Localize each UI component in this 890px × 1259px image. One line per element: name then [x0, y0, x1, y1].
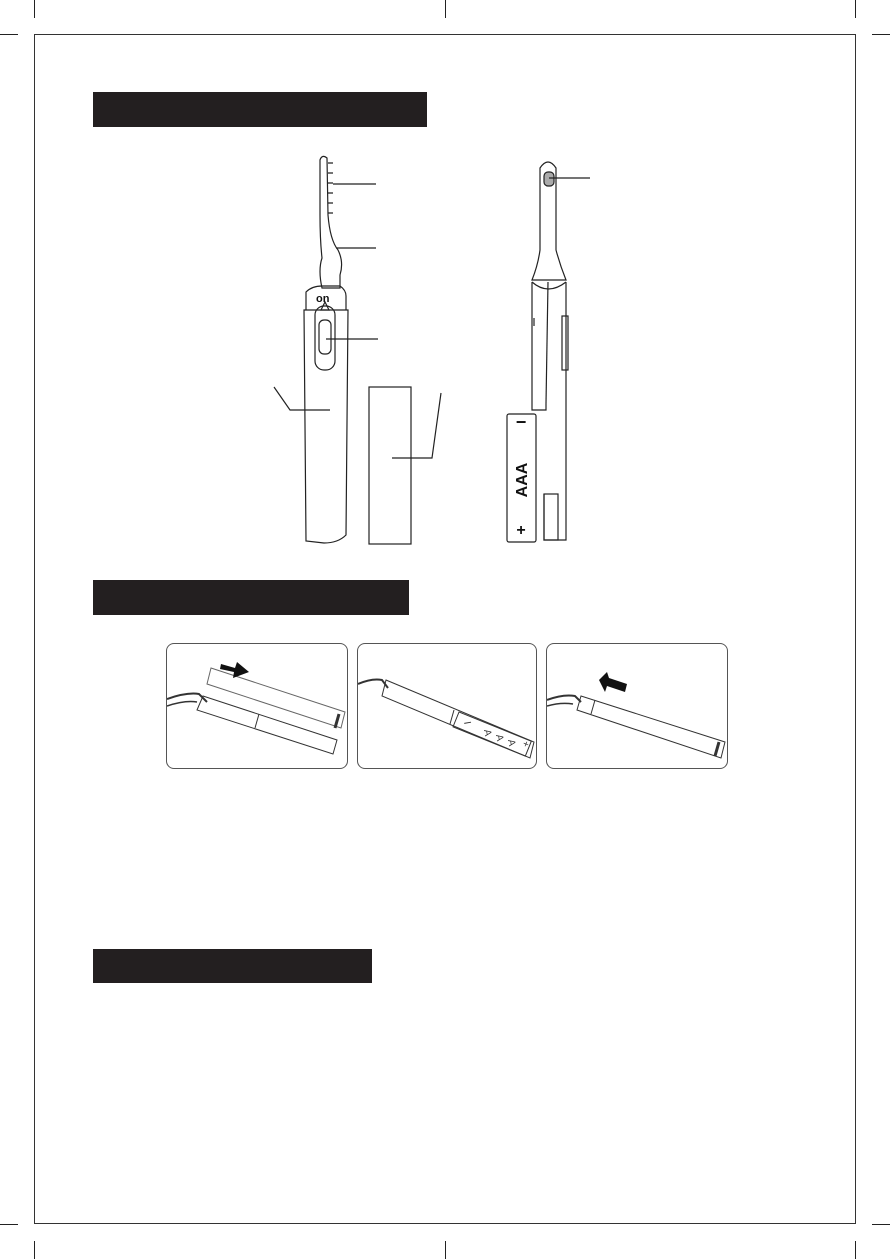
product-diagram	[0, 0, 890, 570]
crop-mark-bottom-right-h	[872, 1224, 890, 1225]
battery-minus-sign: −	[515, 412, 527, 432]
battery-a3: A	[505, 738, 518, 748]
step-photo-1-remove-cap	[166, 643, 348, 769]
section-header-bar-2	[93, 580, 409, 615]
battery-type-label: AAA	[514, 462, 531, 498]
arrow-left-icon	[599, 672, 627, 692]
crop-mark-bottom-left-h	[0, 1224, 18, 1225]
section-header-bar-3	[93, 949, 372, 983]
step-photo-3-replace-cap	[546, 643, 728, 769]
battery-text-in-slot: I	[461, 720, 473, 726]
cap	[369, 387, 411, 544]
crop-mark-bottom-right-v	[855, 1241, 856, 1259]
leader-lines	[274, 178, 590, 458]
switch-on-label: on	[316, 293, 330, 305]
crop-mark-bottom-center	[445, 1241, 446, 1259]
step-photo-2-insert-battery	[357, 643, 537, 769]
battery-plus-sign: +	[516, 522, 526, 539]
curler-side-view	[532, 162, 568, 540]
battery-a1: A	[481, 728, 494, 738]
crop-mark-bottom-left-v	[34, 1241, 35, 1259]
arrow-right-icon	[220, 662, 249, 678]
battery-a2: A	[493, 733, 506, 743]
battery-plus-in-slot: +	[520, 738, 531, 751]
curler-front-view	[304, 156, 348, 543]
